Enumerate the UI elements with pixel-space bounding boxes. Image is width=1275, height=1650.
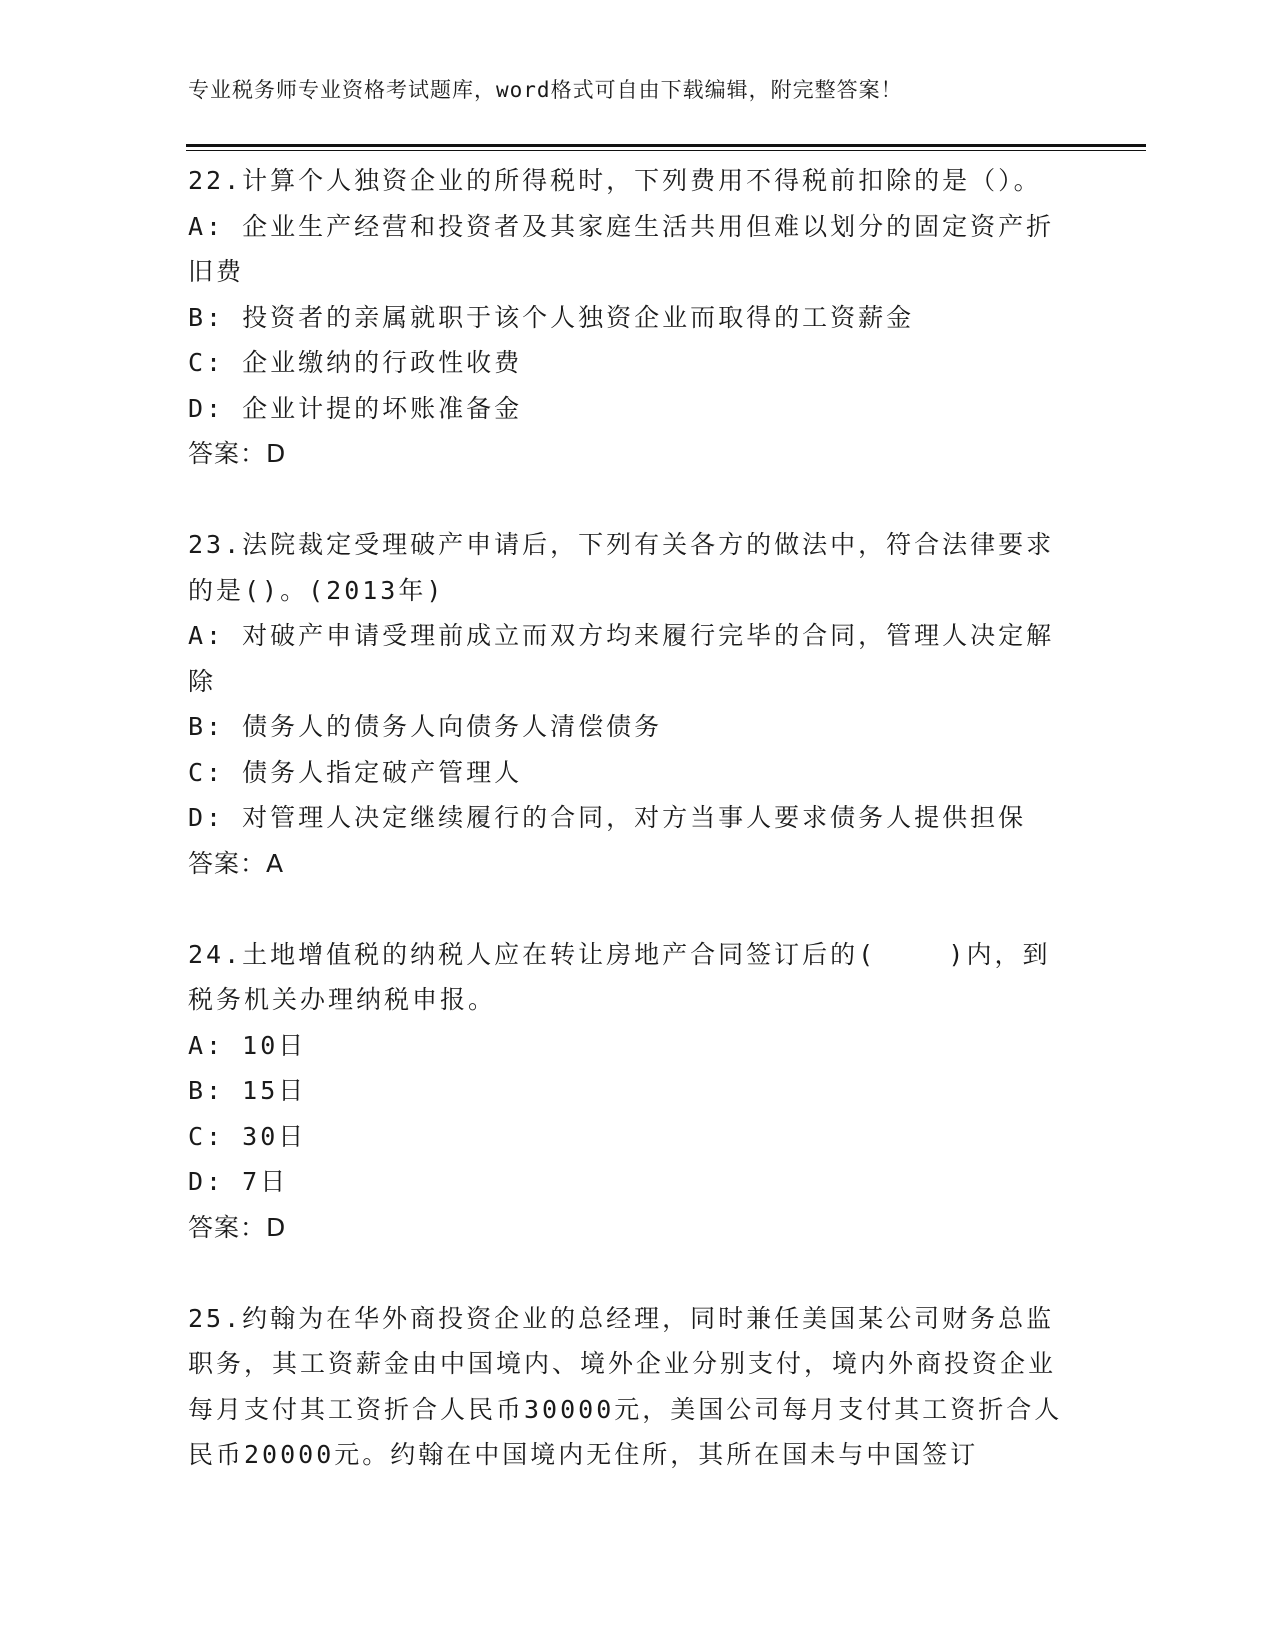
option-a: A: 10日 — [188, 1030, 307, 1060]
option-c: C: 债务人指定破产管理人 — [188, 757, 523, 787]
question-list — [188, 158, 1068, 1478]
option-b: B: 债务人的债务人向债务人清偿债务 — [188, 712, 663, 741]
question-text: 24.土地增值税的纳税人应在转让房地产合同签订后的( )内，到税务机关办理纳税申报。 — [188, 939, 1051, 1014]
question-23 — [188, 522, 1068, 886]
option-d: D: 对管理人决定继续履行的合同，对方当事人要求债务人提供担保 — [188, 803, 1027, 832]
question-text: 25.约翰为在华外商投资企业的总经理，同时兼任美国某公司财务总监职务，其工资薪金由中国境内、境外企业分别支付，境内外商投资企业每月支付其工资折合人民币30000元，美国公司每月支付其工资折合人民币20000元。约翰在中国境内无住所，其所在国未与中国签订 — [188, 1303, 1063, 1469]
question-text: 23.法院裁定受理破产申请后，下列有关各方的做法中，符合法律要求的是()。(2013年) — [188, 530, 1055, 605]
header-rule-thick — [186, 144, 1146, 147]
option-b: B: 15日 — [188, 1076, 307, 1105]
option-d: D: 企业计提的坏账准备金 — [188, 393, 523, 423]
option-c: C: 30日 — [188, 1121, 307, 1151]
question-spacer — [188, 477, 1068, 523]
question-text: 22.计算个人独资企业的所得税时，下列费用不得税前扣除的是（）。 — [188, 166, 1042, 195]
option-a: A: 企业生产经营和投资者及其家庭生活共用但难以划分的固定资产折旧费 — [188, 211, 1055, 286]
option-a: A: 对破产申请受理前成立而双方均来履行完毕的合同，管理人决定解除 — [188, 621, 1055, 696]
question-spacer — [188, 886, 1068, 932]
question-spacer — [188, 1250, 1068, 1296]
answer: 答案：D — [188, 1212, 287, 1242]
option-b: B: 投资者的亲属就职于该个人独资企业而取得的工资薪金 — [188, 302, 915, 332]
question-22 — [188, 158, 1068, 477]
question-25 — [188, 1296, 1068, 1478]
question-24 — [188, 932, 1068, 1251]
answer: 答案：A — [188, 848, 285, 878]
header-rule-thin — [186, 150, 1146, 151]
answer: 答案：D — [188, 439, 287, 468]
option-c: C: 企业缴纳的行政性收费 — [188, 348, 523, 377]
option-d: D: 7日 — [188, 1167, 289, 1196]
page-header: 专业税务师专业资格考试题库，word格式可自由下载编辑，附完整答案！ — [188, 78, 903, 102]
